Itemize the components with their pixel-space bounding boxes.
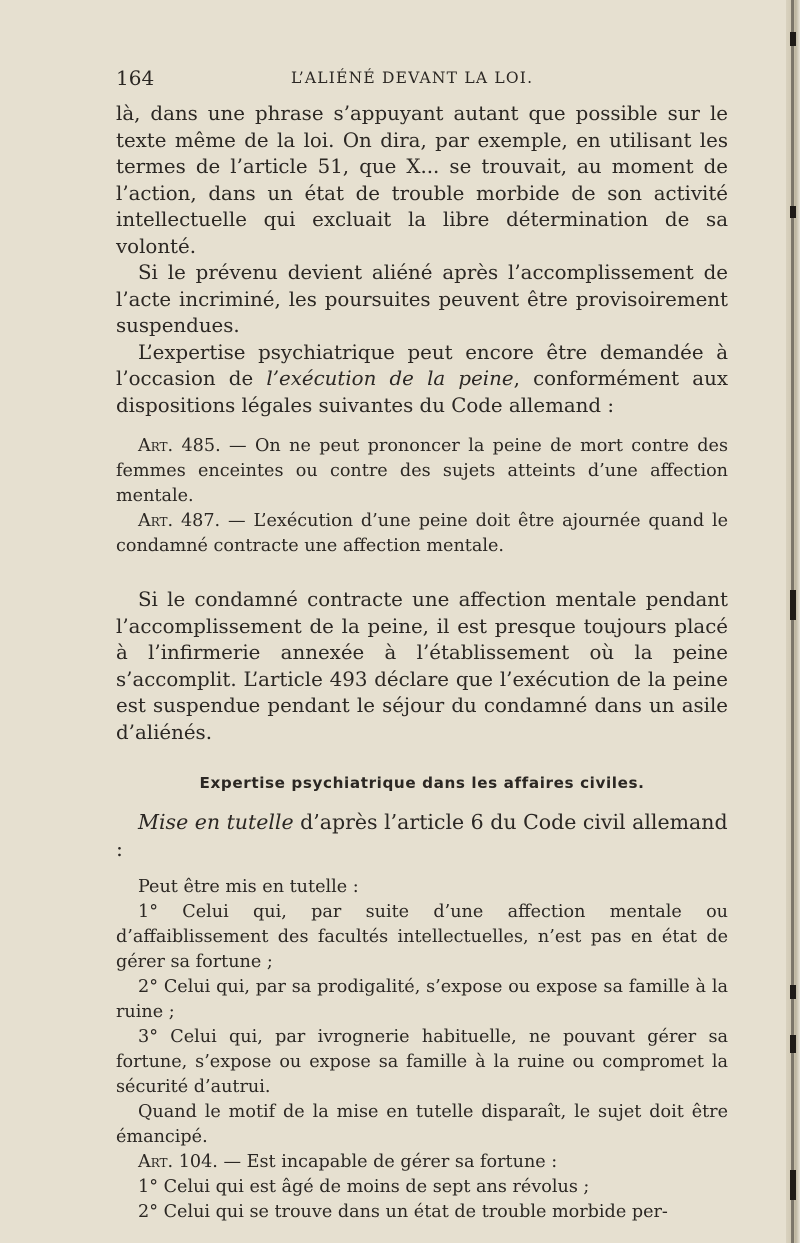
section-heading: Expertise psychiatrique dans les affaires civiles. xyxy=(199,774,645,792)
paragraph-execution-start: L’expertise psychiatrique peut encore être demandée à l’occasion de xyxy=(116,340,728,390)
paragraph-execution xyxy=(116,340,728,420)
article-485 xyxy=(116,434,728,509)
list-item: 1° Celui qui est âgé de moins de sept ans révolus ; xyxy=(138,1177,590,1197)
article-487 xyxy=(116,509,728,559)
list-item: 2° Celui qui se trouve dans un état de trouble morbide per- xyxy=(138,1202,668,1222)
execution-peine-italic: l’exécution de la peine xyxy=(266,367,514,390)
article-487-text: — L’exécution d’une peine doit être ajournée quand le condamné contracte une affection mentale. xyxy=(116,511,728,556)
edge-mark xyxy=(790,1170,796,1200)
subheading-tutelle xyxy=(116,809,728,863)
running-title: L’ALIÉNÉ DEVANT LA LOI. xyxy=(291,69,534,87)
paragraph-emancipe: Quand le motif de la mise en tutelle disparaît, le sujet doit être émancipé. xyxy=(116,1102,728,1147)
paragraph-condamne: Si le condamné contracte une affection mentale pendant l’accomplissement de la peine, il est presque toujours placé à l’infirmerie annexée à l’établissement où la peine s’accomplit. L’article 493 déclare que l’exécution de la peine est suspendue pendant le séjour du condamné dans un asile d’aliénés. xyxy=(116,588,728,744)
edge-mark xyxy=(790,590,796,620)
article-487-label: Art. 487. xyxy=(138,511,221,531)
subheading-rest: d’après l’article 6 du Code civil allemand : xyxy=(116,810,728,861)
paragraph-continuation: là, dans une phrase s’appuyant autant que possible sur le texte même de la loi. On dira, par exemple, en utilisant les termes de l’article 51, que X... se trouvait, au moment de l’action, dans un état de trouble morbide de son activité intellectuelle qui excluait la libre détermination de sa volonté. xyxy=(116,102,728,258)
lead-in: Peut être mis en tutelle : xyxy=(138,877,359,897)
page-body xyxy=(116,101,728,1225)
article-485-label: Art. 485. xyxy=(138,436,221,456)
page-header xyxy=(116,66,726,96)
list-item: 3° Celui qui, par ivrognerie habituelle, ne pouvant gérer sa fortune, s’expose ou expose sa famille à la ruine ou compromet la sécurité d’autrui. xyxy=(116,1027,728,1097)
edge-mark xyxy=(790,206,796,218)
edge-mark xyxy=(790,985,796,999)
subheading-italic: Mise en tutelle xyxy=(138,810,294,834)
article-104-text: — Est incapable de gérer sa fortune : xyxy=(217,1152,558,1172)
article-104 xyxy=(116,1150,728,1175)
page-number: 164 xyxy=(116,66,155,90)
edge-mark xyxy=(790,32,796,46)
list-item: 1° Celui qui, par suite d’une affection mentale ou d’affaiblissement des facultés intellectuelles, n’est pas en état de gérer sa fortune ; xyxy=(116,902,728,972)
paragraph-execution-end: , conformément aux dispositions légales suivantes du Code allemand : xyxy=(116,367,728,417)
article-104-label: Art. 104. xyxy=(138,1152,218,1172)
article-485-text: — On ne peut prononcer la peine de mort contre des femmes enceintes ou contre des sujets atteints d’une affection mentale. xyxy=(116,436,728,506)
page-edge-line xyxy=(791,0,794,1243)
list-item: 2° Celui qui, par sa prodigalité, s’expose ou expose sa famille à la ruine ; xyxy=(116,977,728,1022)
paragraph-prevenu: Si le prévenu devient aliéné après l’accomplissement de l’acte incriminé, les poursuites peuvent être provisoirement suspendues. xyxy=(116,261,728,337)
edge-mark xyxy=(790,1035,796,1053)
